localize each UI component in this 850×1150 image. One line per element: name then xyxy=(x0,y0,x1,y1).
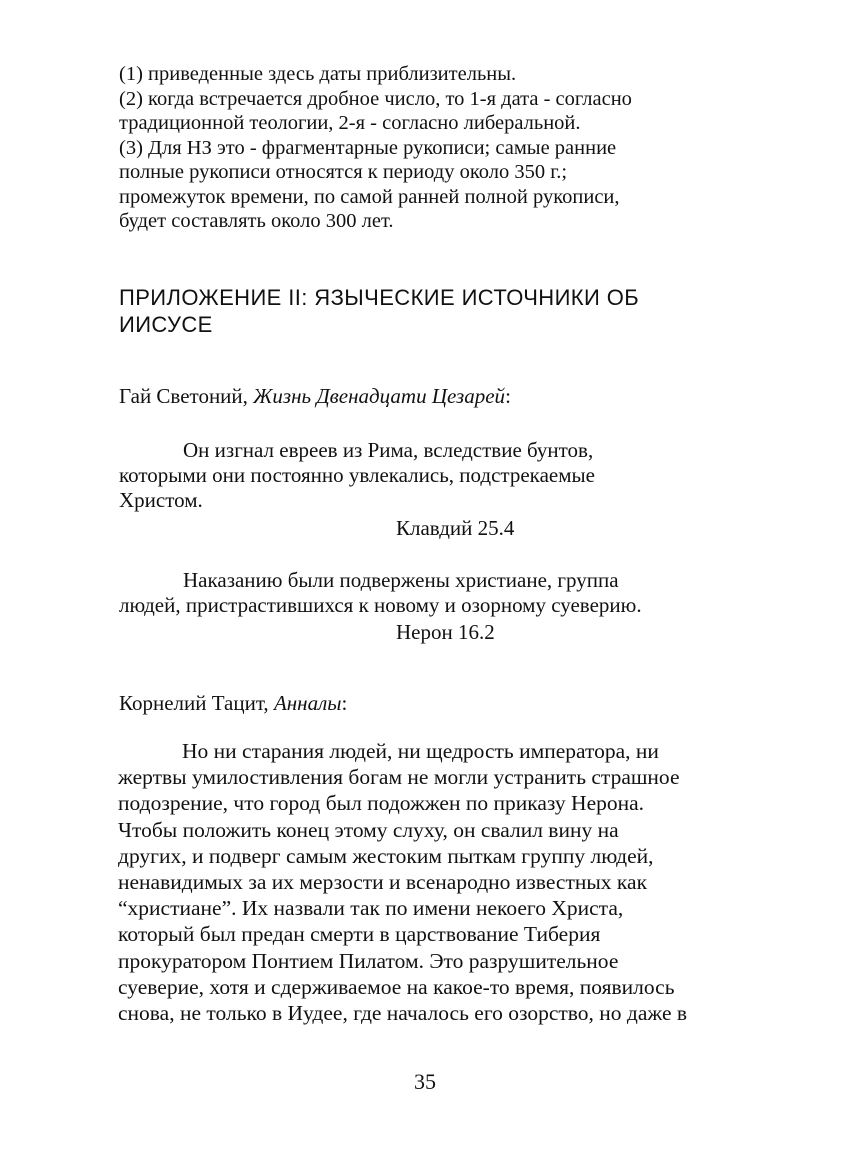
quote-line: Чтобы положить конец этому слуху, он свалил вину на xyxy=(118,817,619,842)
quote-line: других, и подверг самым жестоким пыткам группу людей, xyxy=(118,843,654,868)
quote-line: подозрение, что город был подожжен по приказу Нерона. xyxy=(118,791,645,816)
appendix-title xyxy=(119,284,719,338)
source-author: Гай Светоний, xyxy=(119,384,254,408)
footnote-line: (3) Для НЗ это - фрагментарные рукописи; самые ранние xyxy=(119,136,617,159)
appendix-title-line: ИИСУСЕ xyxy=(119,312,213,337)
page-number: 35 xyxy=(414,1069,436,1094)
quote-block xyxy=(119,438,739,513)
appendix-title-line: ПРИЛОЖЕНИЕ II: ЯЗЫЧЕСКИЕ ИСТОЧНИКИ ОБ xyxy=(119,285,640,310)
source-work-title: Анналы xyxy=(273,691,342,715)
quote-line: “христиане”. Их назвали так по имени некоего Христа, xyxy=(118,896,624,921)
source-author: Корнелий Тацит, xyxy=(119,691,274,715)
quote-line: прокуратором Понтием Пилатом. Это разрушительное xyxy=(118,948,619,973)
source-heading-tacitus xyxy=(119,690,739,716)
quote-citation: Клавдий 25.4 xyxy=(396,516,515,540)
quote-line: снова, не только в Иудее, где началось его озорство, но даже в xyxy=(118,1001,688,1026)
footnote-line: будет составлять около 300 лет. xyxy=(119,210,394,232)
quote-block xyxy=(119,568,739,618)
footnote-line: полные рукописи относятся к периоду около 350 г.; xyxy=(119,161,568,183)
footnote-line: (2) когда встречается дробное число, то 1-я дата - согласно xyxy=(119,87,632,110)
quote-line: людей, пристрастившихся к новому и озорному суеверию. xyxy=(119,593,642,617)
quote-line: которыми они постоянно увлекались, подстрекаемые xyxy=(119,463,595,487)
quote-line: Христом. xyxy=(119,488,203,512)
source-heading-suetonius xyxy=(119,383,739,409)
footnotes xyxy=(119,62,719,234)
source-colon: : xyxy=(505,384,511,408)
quote-line: жертвы умилостивления богам не могли устранить страшное xyxy=(118,765,680,790)
tacitus-quote xyxy=(118,738,748,1026)
quote-citation: Нерон 16.2 xyxy=(396,620,495,644)
quote-line: ненавидимых за их мерзости и всенародно известных как xyxy=(118,870,648,895)
quote-line: Наказанию были подвержены христиане, группа xyxy=(183,568,619,592)
quote-line: суеверие, хотя и сдерживаемое на какое-то время, появилось xyxy=(118,974,675,999)
source-colon: : xyxy=(341,691,348,715)
quote-line: Он изгнал евреев из Рима, вследствие бунтов, xyxy=(183,438,594,462)
footnote-line: промежуток времени, по самой ранней полной рукописи, xyxy=(119,185,620,208)
quote-line: Но ни старания людей, ни щедрость императора, ни xyxy=(182,739,659,763)
source-work-title: Жизнь Двенадцати Цезарей xyxy=(253,384,506,408)
quote-line: который был предан смерти в царствование Тиберия xyxy=(118,922,601,947)
footnote-line: (1) приведенные здесь даты приблизительны. xyxy=(119,63,517,85)
footnote-line: традиционной теологии, 2-я - согласно либеральной. xyxy=(119,112,581,134)
